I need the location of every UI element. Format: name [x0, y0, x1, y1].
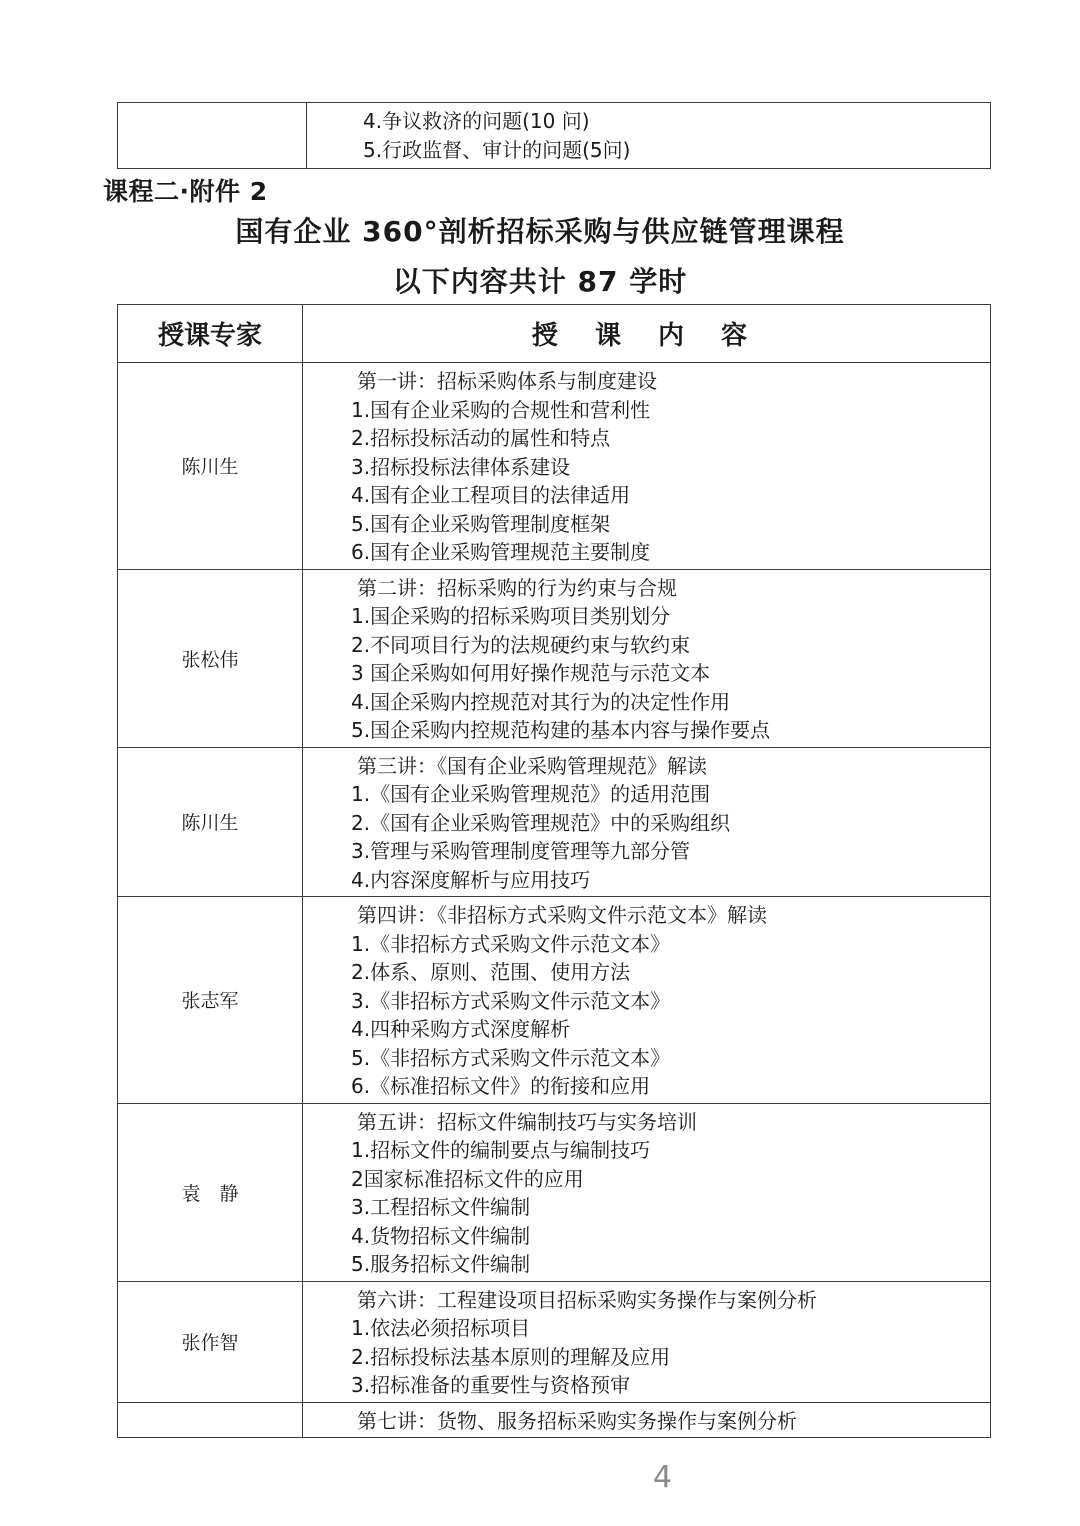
lecture-heading: 第三讲：《国有企业采购管理规范》解读 — [357, 753, 707, 778]
lecture-item: 2.招标投标法基本原则的理解及应用 — [351, 1344, 671, 1369]
lecture-item: 2国家标准招标文件的应用 — [351, 1166, 584, 1191]
expert-name: 陈川生 — [118, 747, 303, 897]
lecture-item: 3.《非招标方式采购文件示范文本》 — [351, 988, 671, 1013]
expert-name: 张志军 — [118, 897, 303, 1104]
lecture-heading: 第二讲：招标采购的行为约束与合规 — [357, 575, 677, 600]
content-cell — [307, 103, 991, 169]
table-row — [118, 747, 991, 897]
document-subtitle: 以下内容共计 87 学时 — [392, 265, 688, 298]
lecture-heading: 第四讲：《非招标方式采购文件示范文本》解读 — [357, 903, 767, 927]
expert-name: 张松伟 — [118, 569, 303, 747]
table-row — [118, 1402, 991, 1438]
lecture-heading: 第一讲：招标采购体系与制度建设 — [357, 369, 657, 393]
lecture-item: 6.国有企业采购管理规范主要制度 — [351, 540, 651, 564]
lecture-item: 1.国有企业采购的合规性和营利性 — [351, 397, 651, 422]
lecture-item: 1.国企采购的招标采购项目类别划分 — [351, 604, 671, 628]
list-item: 4.争议救济的问题(10 问) — [363, 109, 590, 133]
lecture-heading: 第五讲：招标文件编制技巧与实务培训 — [357, 1109, 697, 1134]
lecture-item: 1.招标文件的编制要点与编制技巧 — [351, 1138, 651, 1162]
lecture-content — [303, 747, 991, 897]
lecture-item: 6.《标准招标文件》的衔接和应用 — [351, 1074, 651, 1098]
lecture-item: 5.国有企业采购管理制度框架 — [351, 511, 611, 536]
course-table — [117, 304, 991, 1438]
lecture-item: 2.《国有企业采购管理规范》中的采购组织 — [351, 810, 731, 835]
lecture-item: 5.国企采购内控规范构建的基本内容与操作要点 — [351, 718, 771, 742]
lecture-item: 3.工程招标文件编制 — [351, 1195, 531, 1219]
table-row — [118, 363, 991, 570]
previous-table-fragment — [117, 102, 991, 169]
lecture-heading: 第六讲：工程建设项目招标采购实务操作与案例分析 — [357, 1287, 817, 1312]
column-header-expert: 授课专家 — [118, 305, 303, 363]
expert-name: 袁 静 — [118, 1103, 303, 1281]
lecture-item: 3.招标准备的重要性与资格预审 — [351, 1373, 631, 1397]
lecture-item: 1.《非招标方式采购文件示范文本》 — [351, 931, 671, 956]
expert-name: 张作智 — [118, 1281, 303, 1402]
lecture-item: 1.依法必须招标项目 — [351, 1316, 531, 1340]
table-row — [118, 569, 991, 747]
lecture-item: 2.招标投标活动的属性和特点 — [351, 426, 611, 450]
table-header-row — [118, 305, 991, 363]
expert-name — [118, 1402, 303, 1438]
lecture-item: 4.国企采购内控规范对其行为的决定性作用 — [351, 689, 731, 714]
lecture-item: 4.国有企业工程项目的法律适用 — [351, 483, 631, 507]
table-row — [118, 1103, 991, 1281]
page-number: 4 — [652, 1460, 673, 1495]
lecture-item: 4.内容深度解析与应用技巧 — [351, 867, 591, 892]
lecture-item: 3.管理与采购管理制度管理等九部分管 — [351, 839, 691, 863]
lecture-content — [303, 1281, 991, 1402]
lecture-item: 5.服务招标文件编制 — [351, 1252, 531, 1276]
lecture-item: 2.不同项目行为的法规硬约束与软约束 — [351, 632, 691, 657]
document-title: 国有企业 360°剖析招标采购与供应链管理课程 — [235, 215, 845, 248]
table-row — [118, 897, 991, 1104]
table-row — [118, 103, 991, 169]
expert-cell — [118, 103, 307, 169]
lecture-item: 4.四种采购方式深度解析 — [351, 1017, 571, 1041]
lecture-item: 1.《国有企业采购管理规范》的适用范围 — [351, 782, 711, 806]
lecture-item: 4.货物招标文件编制 — [351, 1223, 531, 1248]
expert-name: 陈川生 — [118, 363, 303, 570]
lecture-content — [303, 1402, 991, 1438]
list-item: 5.行政监督、审计的问题(5问) — [363, 137, 631, 162]
lecture-item: 5.《非招标方式采购文件示范文本》 — [351, 1045, 671, 1070]
column-header-content: 授 课 内 容 — [303, 305, 991, 363]
lecture-content — [303, 363, 991, 570]
table-row — [118, 1281, 991, 1402]
lecture-content — [303, 897, 991, 1104]
lecture-item: 3 国企采购如何用好操作规范与示范文本 — [351, 661, 711, 685]
lecture-heading: 第七讲：货物、服务招标采购实务操作与案例分析 — [357, 1408, 797, 1433]
lecture-item: 2.体系、原则、范围、使用方法 — [351, 960, 631, 984]
lecture-item: 3.招标投标法律体系建设 — [351, 454, 571, 479]
lecture-content — [303, 1103, 991, 1281]
attachment-label: 课程二·附件 2 — [103, 177, 268, 206]
lecture-content — [303, 569, 991, 747]
